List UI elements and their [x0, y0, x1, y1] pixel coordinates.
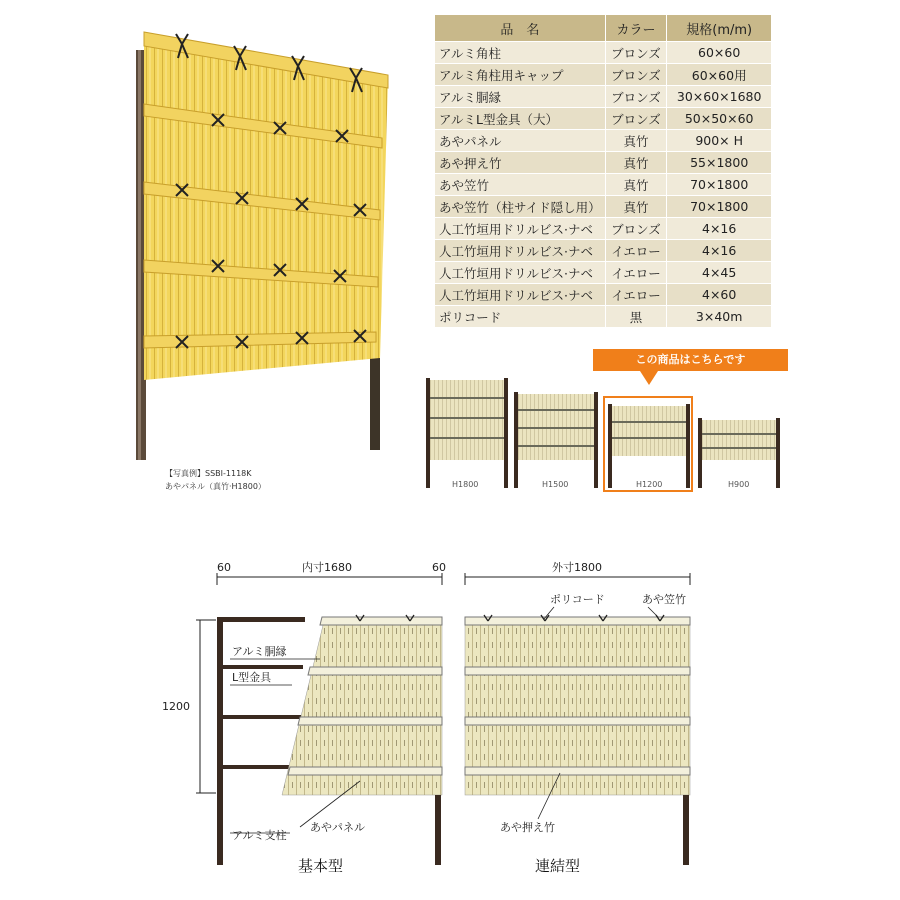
label-aluminum-post: アルミ支柱 [232, 829, 287, 842]
dim-left-60: 60 [217, 561, 231, 574]
table-row [435, 86, 772, 108]
table-row [435, 42, 772, 64]
label-aya-press-bamboo: あや押え竹 [500, 821, 555, 834]
cell-color: ブロンズ [605, 218, 667, 240]
cell-spec: 55×1800 [667, 152, 772, 174]
cell-product-name: あや笠竹（柱サイド隠し用） [435, 196, 606, 218]
cell-spec: 4×16 [667, 218, 772, 240]
header-product-name: 品 名 [435, 15, 606, 42]
cell-color: 黒 [605, 306, 667, 328]
thumb-h900 [698, 418, 780, 488]
table-row [435, 108, 772, 130]
cell-product-name: あや笠竹 [435, 174, 606, 196]
cell-color: イエロー [605, 262, 667, 284]
cell-product-name: 人工竹垣用ドリルビス·ナベ [435, 240, 606, 262]
cell-spec: 70×1800 [667, 196, 772, 218]
label-aya-cap-bamboo: あや笠竹 [642, 593, 686, 606]
dim-inner: 内寸1680 [302, 561, 352, 574]
thumb-h1800 [426, 378, 508, 488]
photo-caption-line1: 【写真例】SSBI-1118K [165, 469, 252, 478]
basic-type-title: 基本型 [298, 857, 344, 875]
cell-product-name: 人工竹垣用ドリルビス·ナベ [435, 218, 606, 240]
table-row [435, 152, 772, 174]
table-row [435, 130, 772, 152]
cell-spec: 60×60用 [667, 64, 772, 86]
cell-product-name: アルミ角柱用キャップ [435, 64, 606, 86]
cell-spec: 900× H [667, 130, 772, 152]
thumb-label-h900: H900 [728, 480, 750, 489]
table-row [435, 196, 772, 218]
cell-product-name: あやパネル [435, 130, 606, 152]
cell-color: ブロンズ [605, 42, 667, 64]
cell-spec: 4×16 [667, 240, 772, 262]
table-header-row [435, 15, 772, 42]
cell-color: ブロンズ [605, 64, 667, 86]
label-l-bracket: L型金具 [232, 671, 272, 684]
thumb-label-h1800: H1800 [452, 480, 479, 489]
table-row [435, 174, 772, 196]
thumb-h1500 [514, 392, 598, 488]
table-row [435, 306, 772, 328]
cell-color: 真竹 [605, 152, 667, 174]
cell-spec: 50×50×60 [667, 108, 772, 130]
cell-color: 真竹 [605, 196, 667, 218]
dim-outer: 外寸1800 [552, 561, 602, 574]
label-aluminum-rail: アルミ胴縁 [232, 645, 287, 658]
header-color: カラー [605, 15, 667, 42]
cell-product-name: 人工竹垣用ドリルビス·ナベ [435, 262, 606, 284]
cell-spec: 30×60×1680 [667, 86, 772, 108]
cell-spec: 60×60 [667, 42, 772, 64]
cell-spec: 3×40m [667, 306, 772, 328]
callout-banner: この商品はこちらです [593, 349, 788, 371]
cell-product-name: アルミ角柱 [435, 42, 606, 64]
construction-diagram [160, 555, 720, 885]
cell-product-name: アルミ胴縁 [435, 86, 606, 108]
cell-color: ブロンズ [605, 86, 667, 108]
cell-product-name: ポリコード [435, 306, 606, 328]
table-row [435, 284, 772, 306]
cell-product-name: 人工竹垣用ドリルビス·ナベ [435, 284, 606, 306]
cell-spec: 70×1800 [667, 174, 772, 196]
photo-caption [165, 467, 266, 493]
cell-color: イエロー [605, 284, 667, 306]
cell-product-name: あや押え竹 [435, 152, 606, 174]
cell-color: 真竹 [605, 130, 667, 152]
label-aya-panel: あやパネル [310, 821, 365, 834]
selected-thumb-highlight [603, 396, 693, 492]
table-row [435, 262, 772, 284]
label-poly-cord: ポリコード [550, 593, 605, 606]
cell-product-name: アルミL型金具（大） [435, 108, 606, 130]
photo-caption-line2: あやパネル（真竹·H1800） [165, 482, 266, 491]
cell-spec: 4×60 [667, 284, 772, 306]
connected-type-title: 連結型 [535, 857, 581, 875]
cell-color: ブロンズ [605, 108, 667, 130]
thumb-label-h1500: H1500 [542, 480, 569, 489]
thumb-label-h1200: H1200 [636, 480, 663, 489]
cell-color: イエロー [605, 240, 667, 262]
spec-table [434, 14, 772, 328]
dim-right-60: 60 [432, 561, 446, 574]
cell-color: 真竹 [605, 174, 667, 196]
table-row [435, 218, 772, 240]
fence-photo [130, 20, 400, 470]
header-spec: 規格(m/m) [667, 15, 772, 42]
table-row [435, 240, 772, 262]
cell-spec: 4×45 [667, 262, 772, 284]
table-body [435, 42, 772, 328]
dim-height: 1200 [162, 700, 190, 713]
table-row [435, 64, 772, 86]
